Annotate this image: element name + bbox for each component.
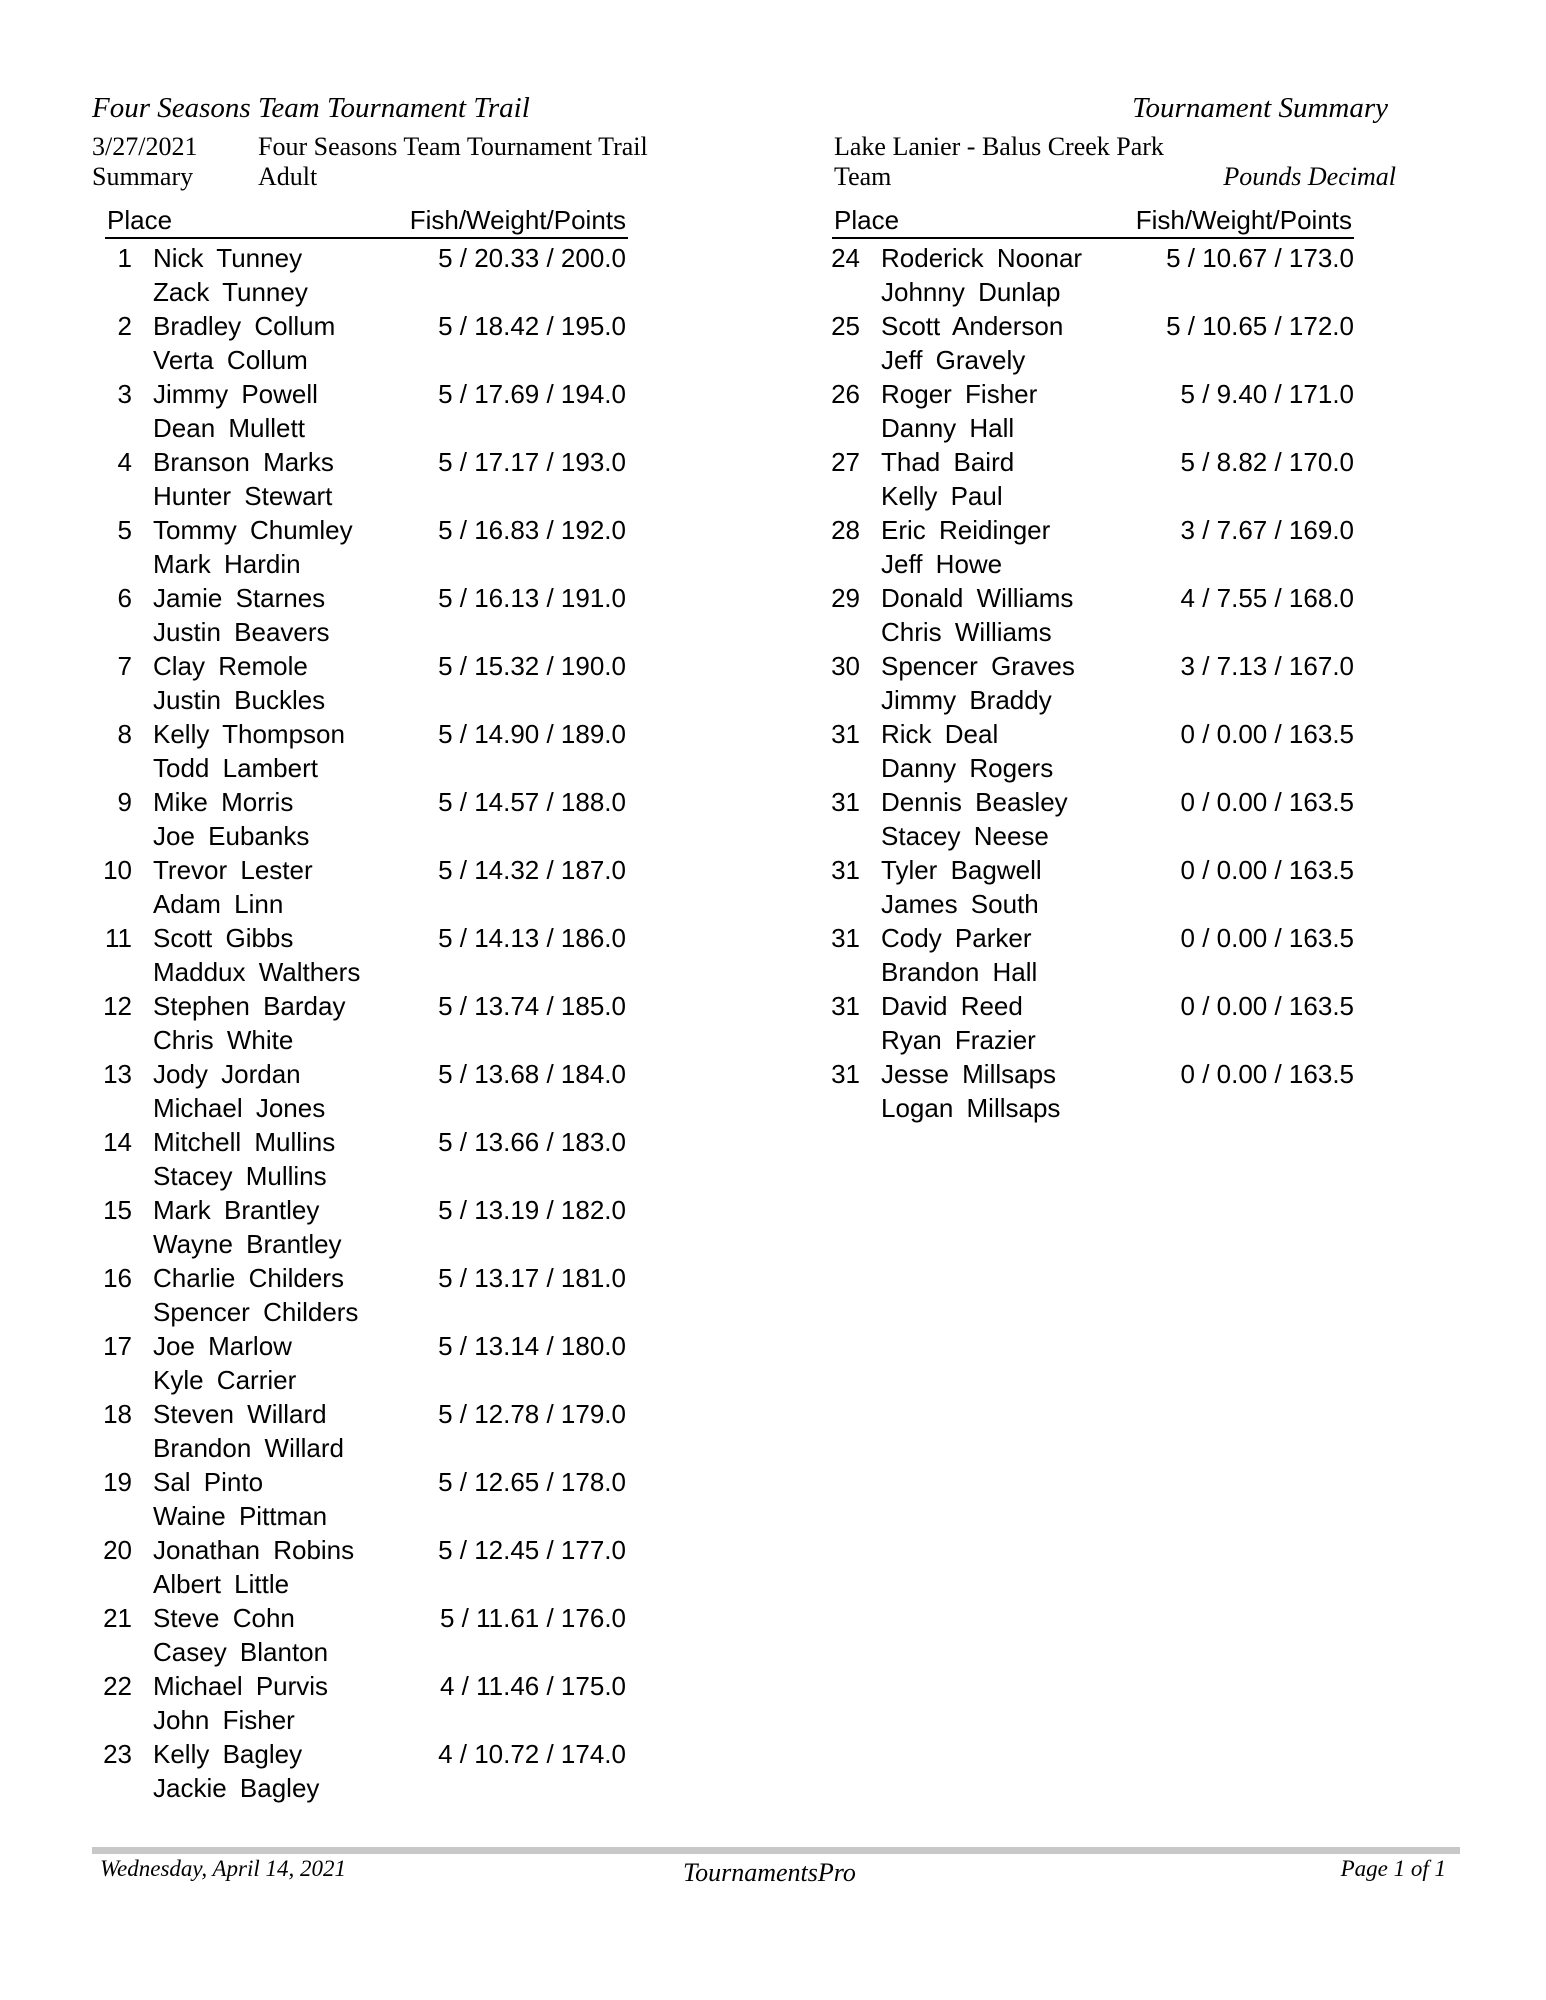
place-number: 11: [105, 923, 132, 953]
angler-name-1: Tommy Chumley: [153, 515, 353, 545]
fish-weight-points: 5 / 10.67 / 173.0: [1166, 243, 1354, 273]
fish-weight-points: 5 / 15.32 / 190.0: [438, 651, 626, 681]
fish-weight-points: 0 / 0.00 / 163.5: [1180, 787, 1354, 817]
result-entry: [92, 1739, 632, 1807]
footer-rule: [92, 1847, 1460, 1854]
fish-weight-points: 5 / 20.33 / 200.0: [438, 243, 626, 273]
angler-name-2: Joe Eubanks: [153, 821, 310, 851]
angler-name-2: Stacey Neese: [881, 821, 1049, 851]
fish-weight-points: 0 / 0.00 / 163.5: [1180, 923, 1354, 953]
place-number: 2: [117, 311, 132, 341]
place-number: 31: [831, 787, 860, 817]
fish-weight-points: 5 / 14.32 / 187.0: [438, 855, 626, 885]
angler-name-2: John Fisher: [153, 1705, 295, 1735]
angler-name-1: Jonathan Robins: [153, 1535, 355, 1565]
fish-weight-points: 5 / 13.68 / 184.0: [438, 1059, 626, 1089]
result-entry: [820, 515, 1360, 583]
result-entry: [92, 1331, 632, 1399]
place-number: 18: [103, 1399, 132, 1429]
stats-header: Fish/Weight/Points: [409, 205, 626, 235]
result-entry: [820, 991, 1360, 1059]
result-entry: [92, 243, 632, 311]
place-number: 21: [103, 1603, 132, 1633]
result-entry: [820, 243, 1360, 311]
result-entry: [820, 379, 1360, 447]
place-number: 24: [831, 243, 860, 273]
place-number: 16: [103, 1263, 132, 1293]
fish-weight-points: 5 / 13.17 / 181.0: [438, 1263, 626, 1293]
angler-name-2: Stacey Mullins: [153, 1161, 327, 1191]
angler-name-1: Clay Remole: [153, 651, 308, 681]
angler-name-1: Branson Marks: [153, 447, 334, 477]
angler-name-2: James South: [881, 889, 1039, 919]
place-number: 9: [117, 787, 132, 817]
angler-name-1: Charlie Childers: [153, 1263, 344, 1293]
page-number: Page 1 of 1: [1340, 1856, 1446, 1881]
fish-weight-points: 3 / 7.13 / 167.0: [1180, 651, 1354, 681]
angler-name-2: Dean Mullett: [153, 413, 305, 443]
angler-name-1: Jamie Starnes: [153, 583, 326, 613]
fish-weight-points: 5 / 14.13 / 186.0: [438, 923, 626, 953]
angler-name-2: Brandon Hall: [881, 957, 1038, 987]
right-column-header: [832, 205, 1354, 239]
result-entry: [92, 379, 632, 447]
angler-name-2: Chris Williams: [881, 617, 1052, 647]
angler-name-1: Stephen Barday: [153, 991, 346, 1021]
angler-name-1: Thad Baird: [881, 447, 1015, 477]
angler-name-1: Dennis Beasley: [881, 787, 1068, 817]
angler-name-2: Michael Jones: [153, 1093, 326, 1123]
fish-weight-points: 0 / 0.00 / 163.5: [1180, 855, 1354, 885]
angler-name-2: Danny Rogers: [881, 753, 1054, 783]
place-number: 31: [831, 719, 860, 749]
place-header: Place: [107, 205, 173, 235]
fish-weight-points: 5 / 13.66 / 183.0: [438, 1127, 626, 1157]
place-number: 26: [831, 379, 860, 409]
fish-weight-points: 3 / 7.67 / 169.0: [1180, 515, 1354, 545]
summary-label: Summary: [92, 162, 194, 191]
place-header: Place: [834, 205, 900, 235]
angler-name-2: Brandon Willard: [153, 1433, 344, 1463]
angler-name-1: Mike Morris: [153, 787, 294, 817]
angler-name-2: Jimmy Braddy: [881, 685, 1052, 715]
place-number: 31: [831, 923, 860, 953]
tournament-type: Team: [834, 162, 892, 191]
result-entry: [92, 447, 632, 515]
angler-name-2: Hunter Stewart: [153, 481, 333, 511]
fish-weight-points: 5 / 8.82 / 170.0: [1180, 447, 1354, 477]
result-entry: [92, 719, 632, 787]
result-entry: [92, 1059, 632, 1127]
fish-weight-points: 0 / 0.00 / 163.5: [1180, 991, 1354, 1021]
result-entry: [92, 1603, 632, 1671]
place-number: 22: [103, 1671, 132, 1701]
fish-weight-points: 5 / 12.78 / 179.0: [438, 1399, 626, 1429]
angler-name-1: Roger Fisher: [881, 379, 1038, 409]
angler-name-1: Cody Parker: [881, 923, 1032, 953]
fish-weight-points: 5 / 13.74 / 185.0: [438, 991, 626, 1021]
result-entry: [820, 1059, 1360, 1127]
result-entry: [820, 855, 1360, 923]
angler-name-2: Justin Beavers: [153, 617, 330, 647]
right-results-list: [820, 243, 1360, 1127]
angler-name-1: Mark Brantley: [153, 1195, 320, 1225]
place-number: 3: [117, 379, 132, 409]
place-number: 20: [103, 1535, 132, 1565]
angler-name-1: Bradley Collum: [153, 311, 336, 341]
stats-header: Fish/Weight/Points: [1135, 205, 1352, 235]
fish-weight-points: 5 / 17.69 / 194.0: [438, 379, 626, 409]
angler-name-1: Roderick Noonar: [881, 243, 1083, 273]
angler-name-2: Ryan Frazier: [881, 1025, 1036, 1055]
place-number: 25: [831, 311, 860, 341]
place-number: 28: [831, 515, 860, 545]
result-entry: [820, 583, 1360, 651]
units-label: Pounds Decimal: [1223, 162, 1396, 191]
event-date: 3/27/2021: [92, 132, 198, 161]
angler-name-1: Rick Deal: [881, 719, 999, 749]
angler-name-1: Nick Tunney: [153, 243, 303, 273]
angler-name-1: Michael Purvis: [153, 1671, 329, 1701]
place-number: 31: [831, 1059, 860, 1089]
fish-weight-points: 5 / 13.14 / 180.0: [438, 1331, 626, 1361]
print-date: Wednesday, April 14, 2021: [100, 1856, 346, 1881]
angler-name-2: Albert Little: [153, 1569, 290, 1599]
fish-weight-points: 5 / 14.57 / 188.0: [438, 787, 626, 817]
angler-name-2: Verta Collum: [153, 345, 308, 375]
angler-name-1: David Reed: [881, 991, 1023, 1021]
result-entry: [92, 787, 632, 855]
angler-name-1: Kelly Thompson: [153, 719, 345, 749]
fish-weight-points: 5 / 18.42 / 195.0: [438, 311, 626, 341]
place-number: 1: [117, 243, 132, 273]
result-entry: [92, 1467, 632, 1535]
fish-weight-points: 4 / 7.55 / 168.0: [1180, 583, 1354, 613]
left-results-list: [92, 243, 632, 1807]
angler-name-1: Jody Jordan: [153, 1059, 301, 1089]
angler-name-1: Scott Gibbs: [153, 923, 294, 953]
result-entry: [820, 787, 1360, 855]
result-entry: [92, 515, 632, 583]
angler-name-2: Adam Linn: [153, 889, 284, 919]
report-title: Tournament Summary: [1132, 92, 1388, 124]
event-name: Four Seasons Team Tournament Trail: [258, 132, 648, 161]
angler-name-2: Jeff Howe: [881, 549, 1003, 579]
division: Adult: [258, 162, 318, 191]
angler-name-1: Sal Pinto: [153, 1467, 264, 1497]
fish-weight-points: 5 / 10.65 / 172.0: [1166, 311, 1354, 341]
fish-weight-points: 5 / 16.13 / 191.0: [438, 583, 626, 613]
place-number: 5: [117, 515, 132, 545]
angler-name-1: Spencer Graves: [881, 651, 1075, 681]
software-name: TournamentsPro: [683, 1858, 856, 1887]
result-entry: [820, 651, 1360, 719]
fish-weight-points: 5 / 11.61 / 176.0: [440, 1603, 626, 1633]
result-entry: [92, 583, 632, 651]
result-entry: [92, 1671, 632, 1739]
fish-weight-points: 0 / 0.00 / 163.5: [1180, 719, 1354, 749]
place-number: 4: [117, 447, 132, 477]
angler-name-2: Johnny Dunlap: [881, 277, 1061, 307]
place-number: 7: [117, 651, 132, 681]
angler-name-2: Wayne Brantley: [153, 1229, 342, 1259]
fish-weight-points: 5 / 17.17 / 193.0: [438, 447, 626, 477]
angler-name-2: Jeff Gravely: [881, 345, 1026, 375]
result-entry: [92, 1399, 632, 1467]
angler-name-2: Justin Buckles: [153, 685, 326, 715]
location: Lake Lanier - Balus Creek Park: [834, 132, 1164, 161]
place-number: 12: [103, 991, 132, 1021]
place-number: 23: [103, 1739, 132, 1769]
angler-name-2: Logan Millsaps: [881, 1093, 1061, 1123]
angler-name-2: Spencer Childers: [153, 1297, 359, 1327]
result-entry: [92, 651, 632, 719]
place-number: 17: [103, 1331, 132, 1361]
fish-weight-points: 5 / 12.45 / 177.0: [438, 1535, 626, 1565]
angler-name-2: Maddux Walthers: [153, 957, 361, 987]
angler-name-1: Trevor Lester: [153, 855, 313, 885]
place-number: 31: [831, 855, 860, 885]
result-entry: [92, 923, 632, 991]
place-number: 29: [831, 583, 860, 613]
result-entry: [92, 311, 632, 379]
place-number: 13: [103, 1059, 132, 1089]
fish-weight-points: 5 / 9.40 / 171.0: [1180, 379, 1354, 409]
angler-name-2: Jackie Bagley: [153, 1773, 320, 1803]
place-number: 27: [831, 447, 860, 477]
fish-weight-points: 5 / 13.19 / 182.0: [438, 1195, 626, 1225]
angler-name-2: Danny Hall: [881, 413, 1015, 443]
angler-name-2: Zack Tunney: [153, 277, 308, 307]
angler-name-1: Jimmy Powell: [153, 379, 318, 409]
result-entry: [92, 855, 632, 923]
place-number: 31: [831, 991, 860, 1021]
fish-weight-points: 4 / 11.46 / 175.0: [440, 1671, 626, 1701]
result-entry: [820, 311, 1360, 379]
result-entry: [820, 923, 1360, 991]
result-entry: [92, 991, 632, 1059]
angler-name-1: Scott Anderson: [881, 311, 1064, 341]
result-entry: [92, 1263, 632, 1331]
angler-name-1: Steven Willard: [153, 1399, 327, 1429]
angler-name-2: Kelly Paul: [881, 481, 1003, 511]
angler-name-2: Waine Pittman: [153, 1501, 328, 1531]
angler-name-1: Joe Marlow: [153, 1331, 292, 1361]
angler-name-2: Chris White: [153, 1025, 294, 1055]
fish-weight-points: 5 / 16.83 / 192.0: [438, 515, 626, 545]
angler-name-2: Todd Lambert: [153, 753, 318, 783]
result-entry: [92, 1535, 632, 1603]
angler-name-1: Tyler Bagwell: [881, 855, 1042, 885]
result-entry: [92, 1195, 632, 1263]
angler-name-1: Mitchell Mullins: [153, 1127, 336, 1157]
result-entry: [92, 1127, 632, 1195]
place-number: 14: [103, 1127, 132, 1157]
angler-name-1: Eric Reidinger: [881, 515, 1051, 545]
fish-weight-points: 0 / 0.00 / 163.5: [1180, 1059, 1354, 1089]
angler-name-2: Mark Hardin: [153, 549, 301, 579]
place-number: 15: [103, 1195, 132, 1225]
fish-weight-points: 5 / 12.65 / 178.0: [438, 1467, 626, 1497]
result-entry: [820, 447, 1360, 515]
result-entry: [820, 719, 1360, 787]
place-number: 6: [117, 583, 132, 613]
left-column-header: [105, 205, 628, 239]
place-number: 30: [831, 651, 860, 681]
place-number: 8: [117, 719, 132, 749]
angler-name-1: Kelly Bagley: [153, 1739, 303, 1769]
angler-name-1: Donald Williams: [881, 583, 1074, 613]
place-number: 10: [103, 855, 132, 885]
trail-title: Four Seasons Team Tournament Trail: [92, 92, 530, 124]
angler-name-1: Jesse Millsaps: [881, 1059, 1057, 1089]
fish-weight-points: 5 / 14.90 / 189.0: [438, 719, 626, 749]
angler-name-2: Kyle Carrier: [153, 1365, 297, 1395]
fish-weight-points: 4 / 10.72 / 174.0: [438, 1739, 626, 1769]
place-number: 19: [103, 1467, 132, 1497]
angler-name-2: Casey Blanton: [153, 1637, 329, 1667]
angler-name-1: Steve Cohn: [153, 1603, 295, 1633]
